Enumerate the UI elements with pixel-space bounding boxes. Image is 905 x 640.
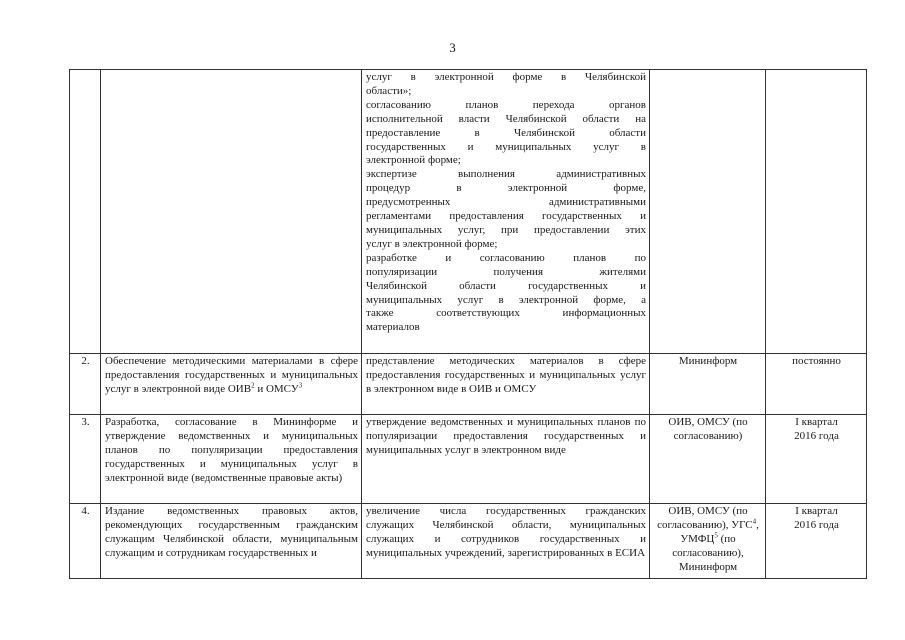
deadline-cell xyxy=(766,415,867,504)
result-line: государственных и муниципальных услуг в xyxy=(366,140,646,153)
table-row xyxy=(70,70,867,354)
executor-cell xyxy=(650,70,766,354)
row-number-cell: 4. xyxy=(70,504,101,579)
task-text: и ОМСУ xyxy=(254,382,299,395)
result-line: исполнительной власти Челябинской области на xyxy=(366,112,646,125)
executor-text: (по согласованию), Мининформ xyxy=(672,532,744,573)
result-line: Челябинской области государственных и xyxy=(366,279,646,292)
executor-cell: Мининформ xyxy=(650,354,766,415)
result-line: предусмотренных административными xyxy=(366,196,646,209)
footnote-mark: 2 xyxy=(251,381,255,390)
footnote-mark: 3 xyxy=(298,381,303,390)
result-line: регламентами предоставления государственных и xyxy=(366,210,646,223)
task-cell xyxy=(101,70,362,354)
task-text: Обеспечение методическими материалами в сфере предоставления государственных и муниципальных услуг в электронной виде ОИВ xyxy=(105,355,358,395)
table-row xyxy=(70,504,867,579)
table-row xyxy=(70,415,867,504)
result-line: электронной форме; xyxy=(366,154,461,167)
result-line: разработке и согласованию планов по xyxy=(366,251,646,264)
deadline-cell xyxy=(766,504,867,579)
result-line: процедур в электронной форме, xyxy=(366,182,646,195)
result-line: муниципальных услуг в электронной форме, а xyxy=(366,293,646,306)
executor-text: ОИВ, ОМСУ (по согласованию), УГС xyxy=(657,505,753,531)
deadline-line: I квартал xyxy=(795,505,838,517)
row-number-cell xyxy=(70,70,101,354)
deadline-line: 2016 года xyxy=(794,518,839,531)
result-line: услуг в электронной форме; xyxy=(366,237,498,250)
deadline-cell xyxy=(766,70,867,354)
task-cell: Разработка, согласование в Мининформе и утверждение ведомственных и муниципальных планов по популяризации предоставления государственных и муниципальных услуг в электронной виде (ведомственные правовые акты) xyxy=(101,415,362,504)
result-cell: увеличение числа государственных гражданских служащих Челябинской области, муниципальных служащих и сотрудников государственных и муниципальных учреждений, зарегистрированных в ЕСИА xyxy=(362,504,650,579)
measures-table xyxy=(69,69,867,579)
executor-text: , УМФЦ xyxy=(680,518,759,545)
row-number-cell: 2. xyxy=(70,354,101,415)
footnote-mark: 4 xyxy=(752,517,757,526)
page-number: 3 xyxy=(449,40,456,55)
footnote-mark: 5 xyxy=(714,531,718,540)
deadline-line: 2016 года xyxy=(794,429,839,442)
result-line: муниципальных услуг, при предоставлении этих xyxy=(366,223,646,236)
result-cell: представление методических материалов в сфере предоставления государственных и муниципальных услуг в электронном виде в ОИВ и ОМСУ xyxy=(362,354,650,415)
task-cell: Издание ведомственных правовых актов, рекомендующих государственным гражданским служащим Челябинской области, муниципальным служащим и сотрудникам государственных и xyxy=(101,504,362,579)
result-line: материалов xyxy=(366,321,420,334)
task-cell xyxy=(101,354,362,415)
result-line: предоставление в Челябинской области xyxy=(366,126,646,139)
deadline-cell: постоянно xyxy=(766,354,867,415)
result-line: согласованию планов перехода органов xyxy=(366,98,646,111)
result-line: области»; xyxy=(366,84,412,97)
executor-cell: ОИВ, ОМСУ (по согласованию) xyxy=(650,415,766,504)
executor-cell xyxy=(650,504,766,579)
result-line: услуг в электронной форме в Челябинской xyxy=(366,71,646,83)
result-line: экспертизе выполнения административных xyxy=(366,168,646,181)
result-cell: утверждение ведомственных и муниципальных планов по популяризации предоставления государственных и муниципальных услуг в электронном виде xyxy=(362,415,650,504)
table-row xyxy=(70,354,867,415)
row-number-cell: 3. xyxy=(70,415,101,504)
result-cell xyxy=(362,70,650,354)
result-line: популяризации получения жителями xyxy=(366,265,646,278)
deadline-line: I квартал xyxy=(795,416,838,428)
result-line: также соответствующих информационных xyxy=(366,307,646,320)
